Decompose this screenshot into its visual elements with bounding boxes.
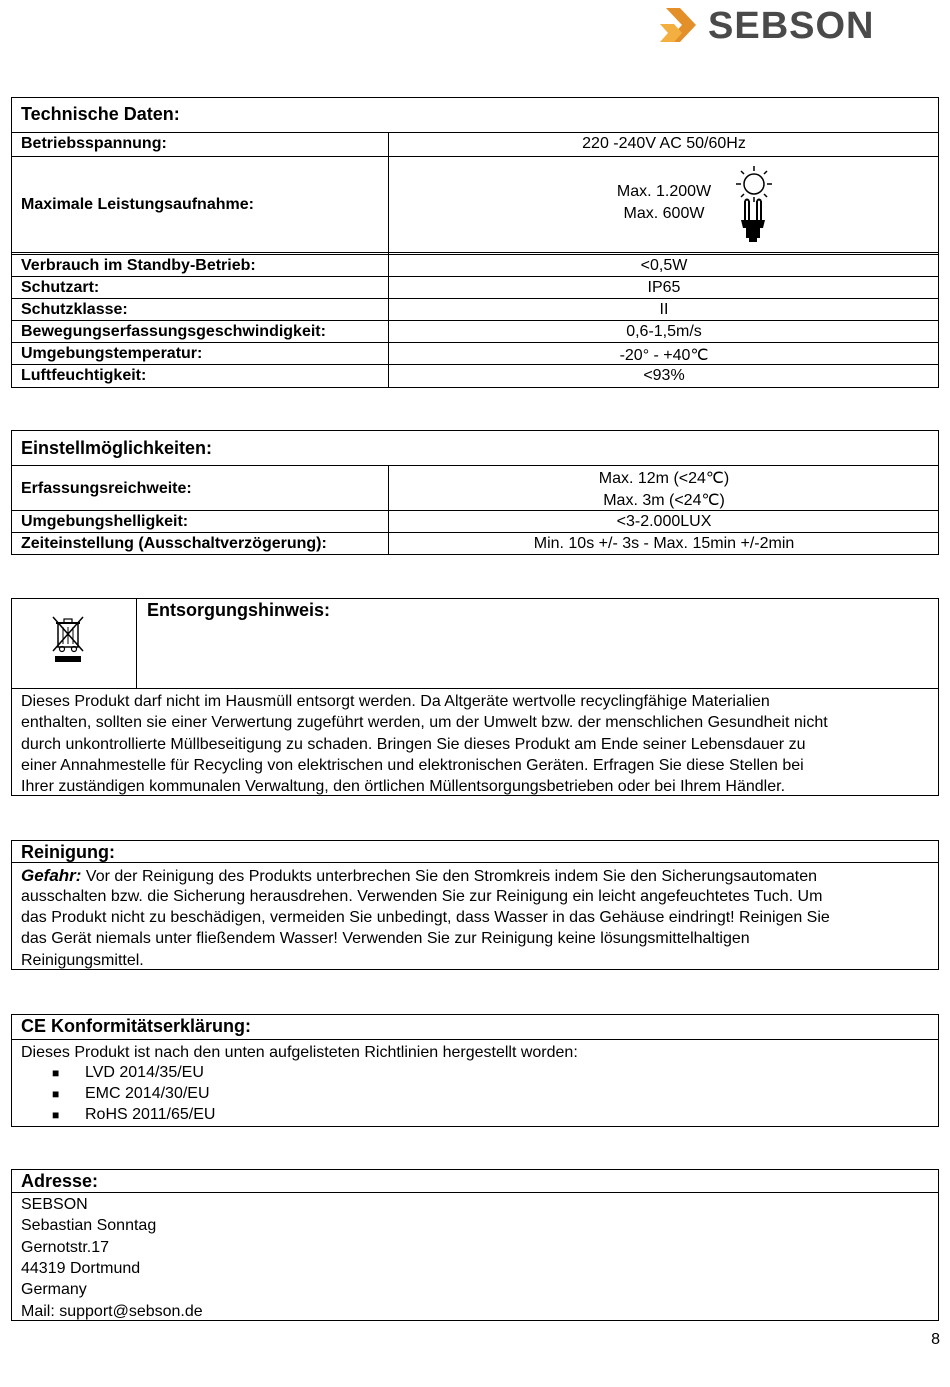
label-temperatur: Umgebungstemperatur: bbox=[21, 345, 203, 362]
cleaning-line-5: Reinigungsmittel. bbox=[21, 952, 144, 969]
value-schutzart: IP65 bbox=[647, 279, 681, 296]
label-max-leistung: Maximale Leistungsaufnahme: bbox=[21, 196, 254, 213]
value-feuchtigkeit: <93% bbox=[643, 367, 685, 384]
label-standby: Verbrauch im Standby-Betrieb: bbox=[21, 257, 256, 274]
disposal-line-2: enthalten, sollten sie einer Verwertung zugeführt werden, um der Umwelt bzw. der menschlichen Gesundheit nicht bbox=[21, 714, 828, 731]
ce-item-rohs: RoHS 2011/65/EU bbox=[85, 1106, 216, 1123]
address-line-company: SEBSON bbox=[21, 1196, 88, 1213]
bullet-icon: ■ bbox=[52, 1066, 60, 1080]
value-betriebsspannung: 220 -240V AC 50/60Hz bbox=[582, 135, 746, 152]
cleaning-heading: Reinigung: bbox=[21, 842, 115, 862]
value-schutzklasse: II bbox=[659, 301, 669, 318]
address-line-city: 44319 Dortmund bbox=[21, 1260, 141, 1277]
bullet-icon: ■ bbox=[52, 1087, 60, 1101]
label-erfassungsreichweite: Erfassungsreichweite: bbox=[21, 480, 192, 497]
value-umgebungshelligkeit: <3-2.000LUX bbox=[616, 513, 712, 530]
support-email-link[interactable]: Mail: support@sebson.de bbox=[21, 1303, 203, 1320]
label-schutzklasse: Schutzklasse: bbox=[21, 301, 128, 318]
brand-name: SEBSON bbox=[708, 5, 875, 47]
label-zeiteinstellung: Zeiteinstellung (Ausschaltverzögerung): bbox=[21, 535, 327, 552]
settings-heading: Einstellmöglichkeiten: bbox=[21, 438, 213, 458]
ce-item-lvd: LVD 2014/35/EU bbox=[85, 1064, 204, 1081]
cleaning-line-2: ausschalten bzw. die Sicherung herausdrehen. Verwenden Sie zur Reinigung ein leicht angefeuchtetes Tuch. Um bbox=[21, 888, 823, 905]
technical-data-heading: Technische Daten: bbox=[21, 104, 180, 124]
disposal-heading: Entsorgungshinweis: bbox=[147, 600, 331, 620]
value-bewegung: 0,6-1,5m/s bbox=[626, 323, 702, 340]
value-max-leistung-1: Max. 1.200W bbox=[616, 183, 712, 200]
ce-intro: Dieses Produkt ist nach den unten aufgelisteten Richtlinien hergestellt worden: bbox=[21, 1044, 578, 1061]
ce-item-emc: EMC 2014/30/EU bbox=[85, 1085, 210, 1102]
cleaning-line-4: das Gerät niemals unter fließendem Wasser! Verwenden Sie zur Reinigung keine lösungsmittelhaltigen bbox=[21, 930, 750, 947]
disposal-line-5: Ihrer zuständigen kommunalen Verwaltung, den örtlichen Müllentsorgungsbetrieben oder bei Ihrem Händler. bbox=[21, 778, 786, 795]
cleaning-first-line bbox=[21, 865, 817, 888]
value-standby: <0,5W bbox=[640, 257, 688, 274]
disposal-line-3: durch unkontrollierte Müllbeseitigung zu schaden. Bringen Sie dieses Produkt am Ende seiner Lebensdauer zu bbox=[21, 736, 806, 753]
address-heading: Adresse: bbox=[21, 1171, 99, 1191]
brand-logo bbox=[658, 4, 888, 48]
disposal-line-1: Dieses Produkt darf nicht im Hausmüll entsorgt werden. Da Altgeräte wertvolle recyclingfähige Materialien bbox=[21, 693, 770, 710]
danger-label: Gefahr: bbox=[21, 866, 82, 885]
cleaning-line-1-rest: Vor der Reinigung des Produkts unterbrechen Sie den Stromkreis indem Sie den Sicherungsautomaten bbox=[81, 868, 818, 885]
value-zeiteinstellung: Min. 10s +/- 3s - Max. 15min +/-2min bbox=[533, 535, 795, 552]
brand-chevron-icon bbox=[658, 6, 702, 46]
label-bewegung: Bewegungserfassungsgeschwindigkeit: bbox=[21, 323, 326, 340]
page-number: 8 bbox=[931, 1331, 940, 1348]
bullet-icon: ■ bbox=[52, 1108, 60, 1122]
address-line-name: Sebastian Sonntag bbox=[21, 1217, 157, 1234]
ce-heading: CE Konformitätserklärung: bbox=[21, 1016, 252, 1036]
value-max-leistung-2: Max. 600W bbox=[623, 205, 705, 222]
label-betriebsspannung: Betriebsspannung: bbox=[21, 135, 167, 152]
cleaning-line-3: das Produkt nicht zu beschädigen, vermeiden Sie unbedingt, dass Wasser in das Gehäuse eindringt! Reinigen Sie bbox=[21, 909, 830, 926]
energy-saving-bulb-icon bbox=[736, 198, 770, 244]
address-line-country: Germany bbox=[21, 1281, 87, 1298]
label-umgebungshelligkeit: Umgebungshelligkeit: bbox=[21, 513, 189, 530]
disposal-line-4: einer Annahmestelle für Recycling von elektrischen und elektronischen Geräten. Erfragen Sie diese Stellen bei bbox=[21, 757, 804, 774]
address-line-street: Gernotstr.17 bbox=[21, 1239, 110, 1256]
crossed-bin-icon bbox=[50, 615, 86, 665]
value-temperatur: -20° - +40℃ bbox=[619, 347, 709, 364]
value-erfassungsreichweite-2: Max. 3m (<24℃) bbox=[603, 492, 725, 509]
label-schutzart: Schutzart: bbox=[21, 279, 100, 296]
label-feuchtigkeit: Luftfeuchtigkeit: bbox=[21, 367, 147, 384]
value-erfassungsreichweite-1: Max. 12m (<24℃) bbox=[598, 470, 730, 487]
